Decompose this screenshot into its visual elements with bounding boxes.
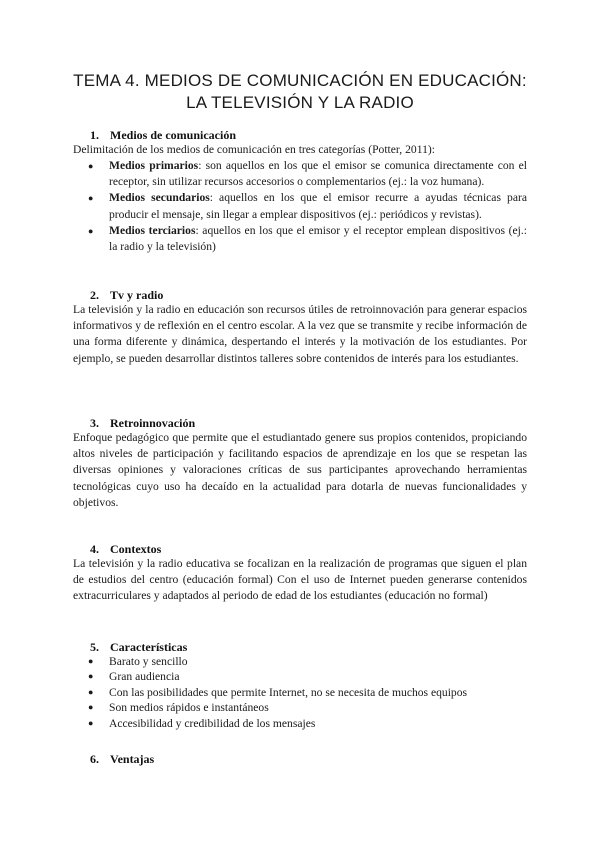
section-title: Contextos [110,542,162,556]
document-title [40,70,560,114]
bullet-icon: ● [88,671,94,682]
section-1-heading [90,128,236,143]
list-item-text: : aquellos en los que el emisor y el receptor emplean dispositivos (ej.: la radio y la televisión) [109,223,527,254]
list-item [73,223,527,255]
bullet-icon: ● [88,225,94,236]
section-number: 4. [90,542,99,556]
list-item-text: Accesibilidad y credibilidad de los mensajes [109,716,316,730]
section-number: 1. [90,128,99,142]
list-item-text: : aquellos en los que el emisor recurre a ayudas técnicas para producir el mensaje, sin llegar a emplear dispositivos (ej.: periódicos y revistas). [109,191,527,221]
bullet-icon: ● [88,161,94,171]
section-1-intro: Delimitación de los medios de comunicación en tres categorías (Potter, 2011): [73,143,435,156]
section-title: Retroinnovación [110,416,196,430]
bullet-icon: ● [88,702,94,713]
section-3-heading [90,416,195,431]
section-2-heading [90,288,163,303]
list-item [73,158,527,190]
list-item-text: Con las posibilidades que permite Internet, no se necesita de muchos equipos [109,685,468,699]
list-item-term: Medios terciarios [109,223,196,237]
section-5-list [73,654,527,731]
list-item [73,685,527,700]
bullet-icon: ● [88,193,94,204]
list-item [73,654,527,669]
section-title: Tv y radio [110,288,164,302]
bullet-icon: ● [88,717,94,728]
list-item-term: Medios secundarios [109,191,210,205]
section-title: Características [110,640,188,654]
section-title: Ventajas [110,752,155,766]
section-4-paragraph: La televisión y la radio educativa se focalizan en la realización de programas que siguen el plan de estudios del centro (educación formal) Con el uso de Internet pueden generarse contenidos extracurriculares y adaptados al periodo de edad de los estudiantes (educación no formal) [73,557,527,603]
section-title: Medios de comunicación [110,128,236,142]
title-line-2: LA TELEVISIÓN Y LA RADIO [186,93,414,112]
list-item-text: Gran audiencia [109,670,180,684]
section-number: 2. [90,288,99,302]
list-item-text: Son medios rápidos e instantáneos [109,701,269,715]
section-5-heading [90,640,187,655]
section-6-heading [90,752,154,767]
bullet-icon: ● [88,656,94,666]
section-number: 6. [90,752,99,766]
section-4-heading [90,542,161,557]
list-item [73,716,527,731]
list-item-text: : son aquellos en los que el emisor se comunica directamente con el receptor, sin utilizar recursos accesorios o complementarios (ej.: la voz humana). [109,159,527,189]
title-line-1: TEMA 4. MEDIOS DE COMUNICACIÓN EN EDUCACIÓN: [73,71,527,90]
list-item [73,700,527,715]
section-1-list [73,158,527,255]
list-item-text: Barato y sencillo [109,655,188,668]
section-2-paragraph: La televisión y la radio en educación son recursos útiles de retroinnovación para generar espacios informativos y de reflexión en el centro escolar. A la vez que se transmite y recibe información de una forma diferente y dinámica, despertando el interés y la motivación de los estudiantes. Por ejemplo, se pueden desarrollar distintos talleres sobre contenidos de interés para los estudiantes. [73,303,527,365]
list-item [73,190,527,222]
section-number: 5. [90,640,99,654]
bullet-icon: ● [88,686,94,697]
section-3-paragraph: Enfoque pedagógico que permite que el estudiantado genere sus propios contenidos, propiciando altos niveles de participación y facilitando espacios de aprendizaje en los que se respetan las diversas opiniones y valoraciones críticas de sus participantes aprovechando herramientas tecnológicas cuyo uso ha decaído en la actualidad para dotarla de nuevas funcionalidades y objetivos. [73,431,527,509]
list-item-term: Medios primarios [109,159,199,172]
list-item [73,669,527,684]
section-number: 3. [90,416,99,430]
